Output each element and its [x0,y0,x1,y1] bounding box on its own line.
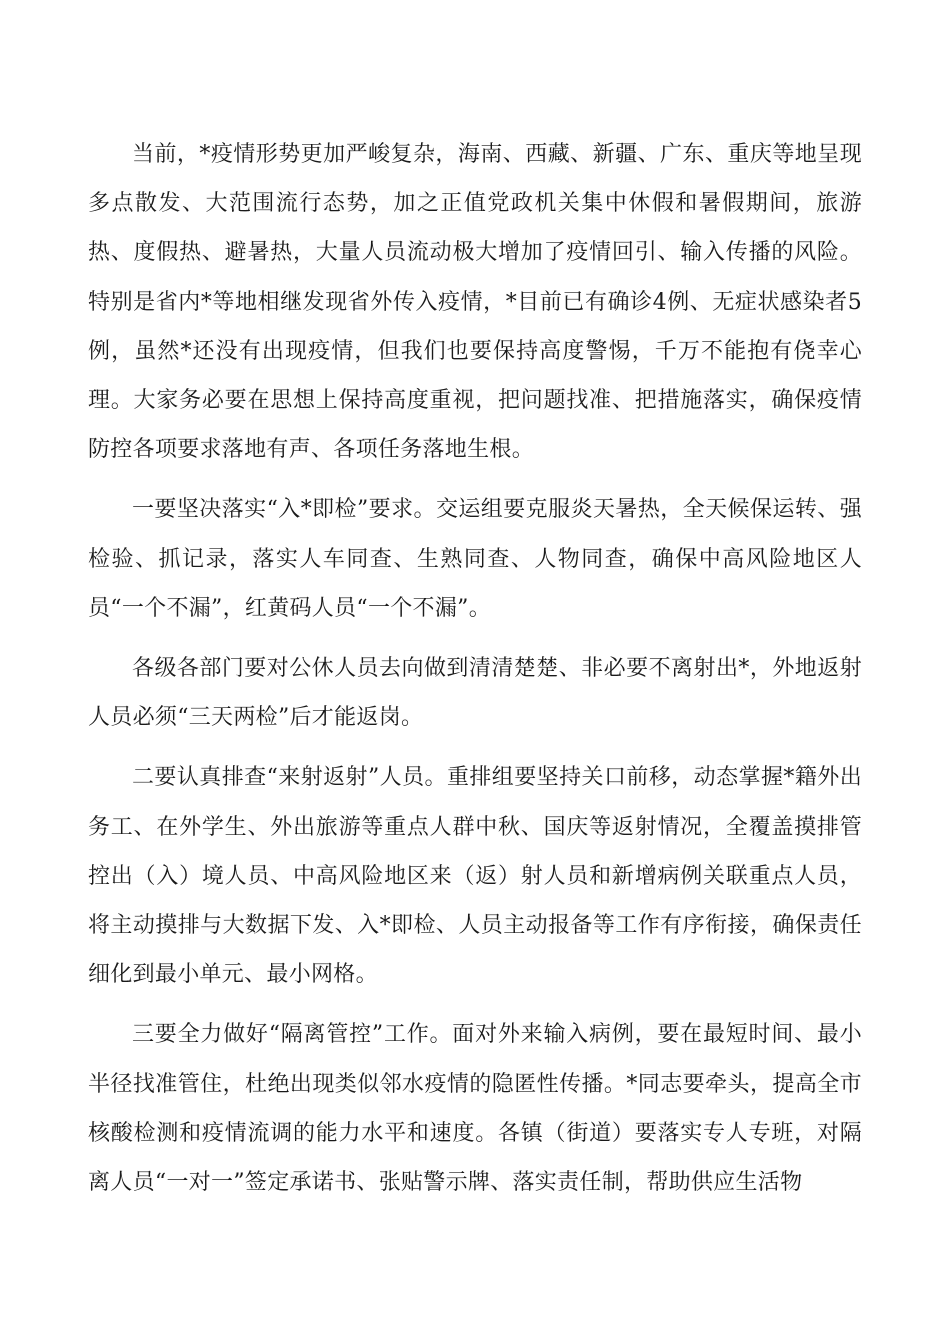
paragraph-intro: 当前，*疫情形势更加严峻复杂，海南、西藏、新疆、广东、重庆等地呈现多点散发、大范围流行态势，加之正值党政机关集中休假和暑假期间，旅游热、度假热、避暑热，大量人员流动极大增加了疫情回引、输入传播的风险。特别是省内*等地相继发现省外传入疫情，*目前已有确诊4例、无症状感染者5例，虽然*还没有出现疫情，但我们也要保持高度警惕，千万不能抱有侥幸心理。大家务必要在思想上保持高度重视，把问题找准、把措施落实，确保疫情防控各项要求落地有声、各项任务落地生根。 [88,142,862,463]
paragraph-point-one: 一要坚决落实“入*即检”要求。交运组要克服炎天暑热，全天候保运转、强检验、抓记录，落实人车同查、生熟同查、人物同查，确保中高风险地区人员“一个不漏”，红黄码人员“一个不漏”。 [88,497,862,621]
paragraph-point-three: 三要全力做好“隔离管控”工作。面对外来输入病例，要在最短时间、最小半径找准管住，杜绝出现类似邻水疫情的隐匿性传播。*同志要牵头，提高全市核酸检测和疫情流调的能力水平和速度。各镇（街道）要落实专人专班，对隔离人员“一对一”签定承诺书、张贴警示牌、落实责任制，帮助供应生活物 [88,1022,862,1196]
paragraph-staff-whereabouts: 各级各部门要对公休人员去向做到清清楚楚、非必要不离射出*，外地返射人员必须“三天两检”后才能返岗。 [88,656,862,731]
document-body [88,130,862,1218]
paragraph-point-two: 二要认真排查“来射返射”人员。重排组要坚持关口前移，动态掌握*籍外出务工、在外学生、外出旅游等重点人群中秋、国庆等返射情况，全覆盖摸排管控出（入）境人员、中高风险地区来（返）射人员和新增病例关联重点人员，将主动摸排与大数据下发、入*即检、人员主动报备等工作有序衔接，确保责任细化到最小单元、最小网格。 [88,765,862,988]
